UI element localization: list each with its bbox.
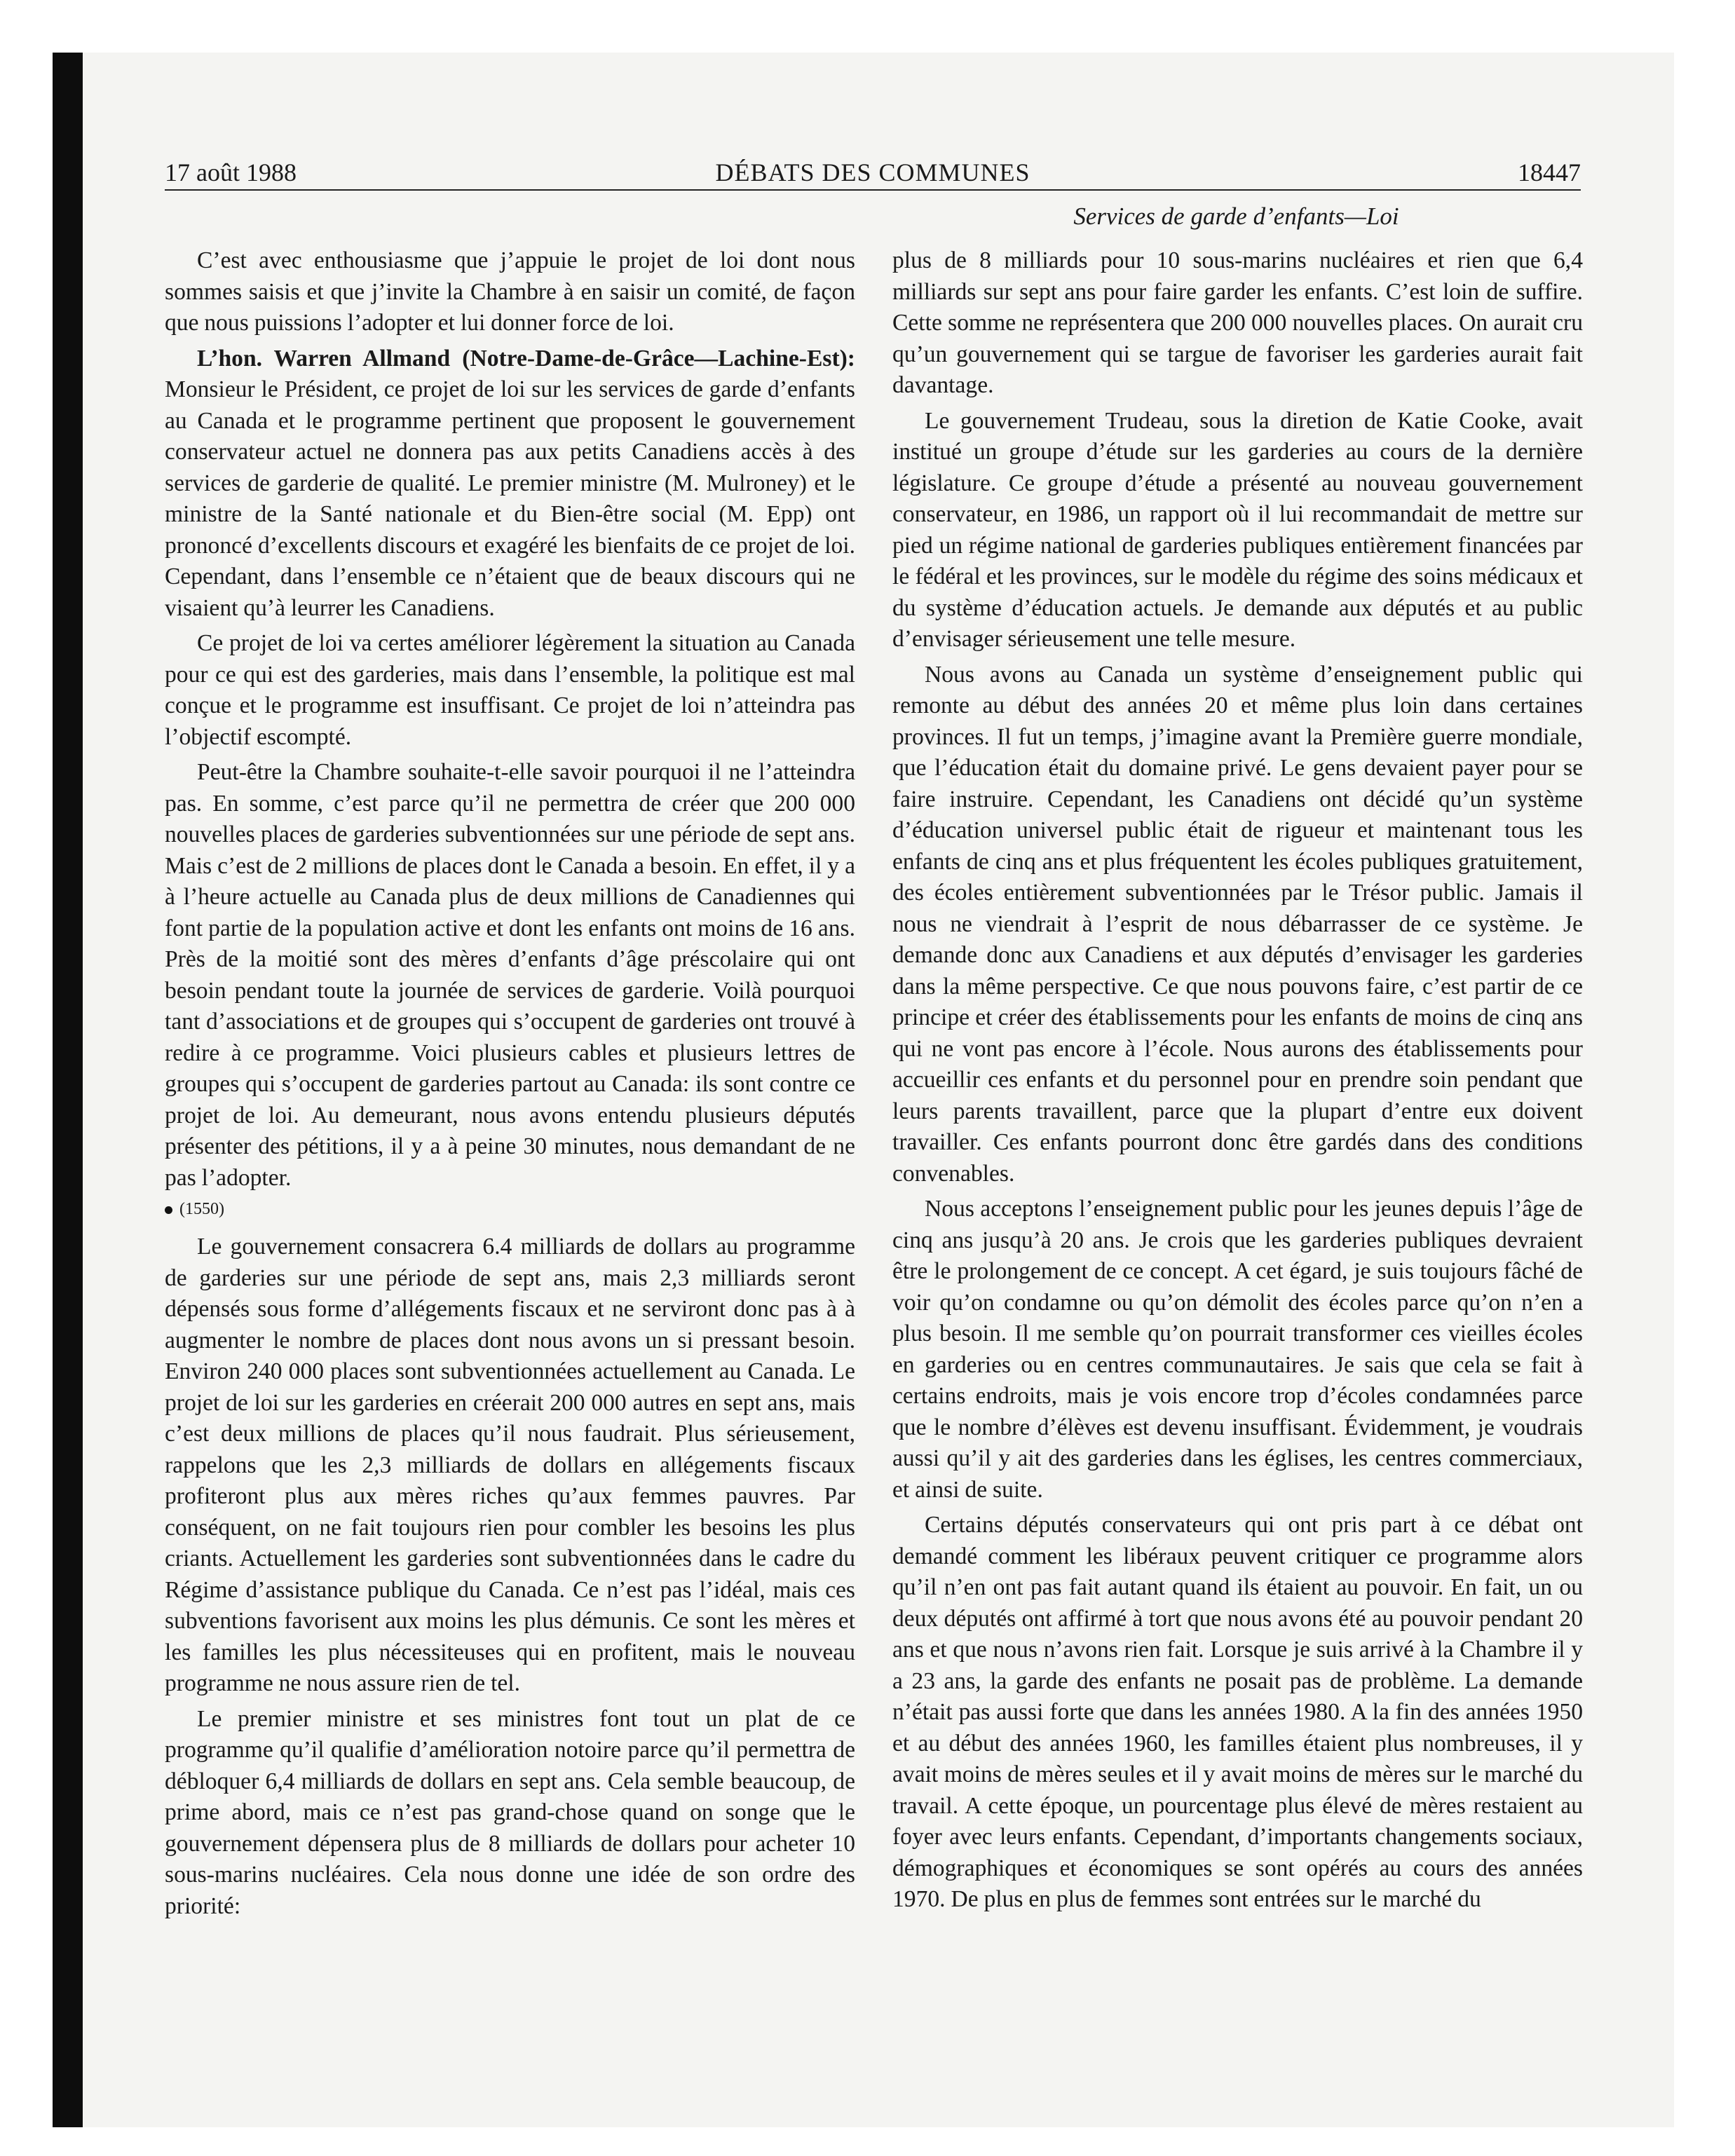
paragraph: Peut-être la Chambre souhaite-t-elle savoir pourquoi il ne l’atteindra pas. En somme, c’est parce qu’il ne permettra de créer que 200 000 nouvelles places de garderies subventionnées sur une période de sept ans. Mais c’est de 2 millions de places dont le Canada a besoin. En effet, il y a à l’heure actuelle au Canada plus de deux millions de Canadiennes qui font partie de la population active et dont les enfants ont moins de 16 ans. Près de la moitié sont des mères d’enfants d’âge préscolaire qui ont besoin pendant toute la journée de services de garderie. Voilà pourquoi tant d’associations et de groupes qui s’occupent de garderies ont trouvé à redire à ce programme. Voici plusieurs cables et plusieurs lettres de groupes qui s’occupent de garderies partout au Canada: ils sont contre ce projet de loi. Au demeurant, nous avons entendu plusieurs députés présenter des pétitions, il y a à peine 30 minutes, nous demandant de ne pas l’adopter. [165,759,855,1191]
paragraph: Nous avons au Canada un système d’enseignement public qui remonte au début des années 20 et même plus loin dans certaines provinces. Il fut un temps, j’imagine avant la Première guerre mondiale, que l’éducation était du domaine privé. Le gens devaient payer pour se faire instruire. Cependant, les Canadiens ont décidé qu’un système d’éducation universel public était de rigueur et maintenant tous les enfants de cinq ans et plus fréquentent les écoles publiques gratuitement, des écoles entièrement subventionnées par le Trésor public. Jamais il nous ne viendrait à l’esprit de nous débarrasser de ce système. Je demande donc aux Canadiens et aux députés d’envisager les garderies dans la même perspective. Ce que nous pouvons faire, c’est partir de ce principe et créer des établissements pour les enfants de moins de cinq ans qui ne vont pas encore à l’école. Nous aurons des établissements pour accueillir ces enfants et du personnel pour en prendre soin pendant que leurs parents travaillent, parce que la plupart d’entre eux doivent travailler. Ces enfants pourront donc être gardés dans des conditions convenables. [892,661,1583,1187]
paragraph: Le premier ministre et ses ministres font tout un plat de ce programme qu’il qualifie d’amélioration notoire parce qu’il permettra de débloquer 6,4 milliards de dollars en sept ans. Cela semble beaucoup, de prime abord, mais ce n’est pas grand-chose quand on songe que le gouvernement dépensera plus de 8 milliards de dollars pour acheter 10 sous-marins nucléaires. Cela nous donne une idée de son ordre des priorité: [165,1705,855,1919]
timestamp [165,1198,855,1220]
header-journal-title: DÉBATS DES COMMUNES [715,158,1030,186]
header-page-number: 18447 [1518,158,1581,186]
scan-edge-bar [53,53,83,2127]
paragraph: Ce projet de loi va certes améliorer légèrement la situation au Canada pour ce qui est des garderies, mais dans l’ensemble, la politique est mal conçue et le programme est insuffisant. Ce projet de loi n’atteindra pas l’objectif escompté. [165,630,855,750]
paragraph: Le gouvernement consacrera 6.4 milliards de dollars au programme de garderies sur une période de sept ans, mais 2,3 milliards seront dépensés sous forme d’allégements fiscaux et ne serviront donc pas à à augmenter le nombre de places dont nous avons un si pressant besoin. Environ 240 000 places sont subventionnées actuellement au Canada. Le projet de loi sur les garderies en créerait 200 000 autres en sept ans, mais c’est deux millions de places qu’il nous faudrait. Plus sérieusement, rappelons que les 2,3 milliards de dollars en allégements fiscaux profiteront plus aux mères riches qu’aux femmes pauvres. Par conséquent, on ne fait toujours rien pour combler les besoins les plus criants. Actuellement les garderies sont subventionnées dans le cadre du Régime d’assistance publique du Canada. Ce n’est pas l’idéal, mais ces subventions favorisent aux moins les plus démunis. Ce sont les mères et les familles les plus nécessiteuses qui en profitent, mais le nouveau programme ne nous assure rien de tel. [165,1234,855,1696]
speech-text: Monsieur le Président, ce projet de loi sur les services de garde d’enfants au Canada et le programme pertinent que proposent le gouvernement conservateur actuel ne donnera pas aux petits Canadiens accès à des services de garderie de qualité. Le premier ministre (M. Mulroney) et le ministre de la Santé nationale et du Bien-être social (M. Epp) ont prononcé d’excellents discours et exagéré les bienfaits de ce projet de loi. Cependant, dans l’ensemble ce n’étaient que de beaux discours qui ne visaient qu’à leurrer les Canadiens. [165,376,855,621]
paragraph: Certains députés conservateurs qui ont pris part à ce débat ont demandé comment les libéraux peuvent critiquer ce programme alors qu’il n’en ont pas fait autant quand ils étaient au pouvoir. En fait, un ou deux députés ont affirmé à tort que nous avons été au pouvoir pendant 20 ans et que nous n’avons rien fait. Lorsque je suis arrivé à la Chambre il y a 23 ans, la garde des enfants ne posait pas de problème. La demande n’était pas aussi forte que dans les années 1980. A la fin des années 1950 et au début des années 1960, les familles étaient plus nombreuses, il y avait moins de mères seules et il y avait moins de mères sur le marché du travail. A cette époque, un pourcentage plus élevé de mères restaient au foyer avec leurs enfants. Cependant, d’importants changements sociaux, démographiques et économiques se sont opérés au cours des années 1970. De plus en plus de femmes sont entrées sur le marché du [892,1512,1583,1912]
paragraph-continued: plus de 8 milliards pour 10 sous-marins nucléaires et rien que 6,4 milliards sur sept ans pour faire garder les enfants. C’est loin de suffire. Cette somme ne représentera que 200 000 nouvelles places. On aurait cru qu’un gouvernement qui se targue de favoriser les garderies aurait fait davantage. [892,247,1583,398]
paragraph: Le gouvernement Trudeau, sous la diretion de Katie Cooke, avait institué un groupe d’étude sur les garderies au cours de la dernière législature. Ce groupe d’étude a présenté au nouveau gouvernement conservateur, en 1986, un rapport où il lui recommandait de mettre sur pied un régime national de garderies publiques entièrement financées par le fédéral et les provinces, sur le modèle du régime des soins médicaux et du système d’éducation actuels. Je demande aux députés et au public d’envisager sérieusement une telle mesure. [892,407,1583,652]
paragraph: C’est avec enthousiasme que j’appuie le projet de loi dont nous sommes saisis et que j’invite la Chambre à en saisir un comité, de façon que nous puissions l’adopter et lui donner force de loi. [165,247,855,336]
header-date: 17 août 1988 [165,158,297,186]
right-column [892,245,1583,1920]
page-header [165,156,1581,191]
section-subtitle: Services de garde d’enfants—Loi [1073,203,1399,230]
left-column [165,245,855,1926]
timestamp-text: (1550) [179,1200,224,1218]
bullet-icon [165,1206,172,1214]
paragraph: Nous acceptons l’enseignement public pour les jeunes depuis l’âge de cinq ans jusqu’à 20 ans. Je crois que les garderies publiques devraient être le prolongement de ce concept. A cet égard, je suis toujours fâché de voir qu’on condamne ou qu’on démolit des écoles parce qu’on n’en a plus besoin. Il me semble qu’on pourrait transformer ces vieilles écoles en garderies ou en centres communautaires. Je sais que cela se fait à certains endroits, mais je vois encore trop d’écoles condamnées parce que le nombre d’élèves est devenu insuffisant. Évidemment, je voudrais aussi qu’il y ait des garderies dans les églises, les centres commerciaux, et ainsi de suite. [892,1196,1583,1503]
speaker-name: L’hon. Warren Allmand (Notre-Dame-de-Grâce—Lachine-Est): [197,345,855,371]
speech-paragraph [165,343,855,625]
